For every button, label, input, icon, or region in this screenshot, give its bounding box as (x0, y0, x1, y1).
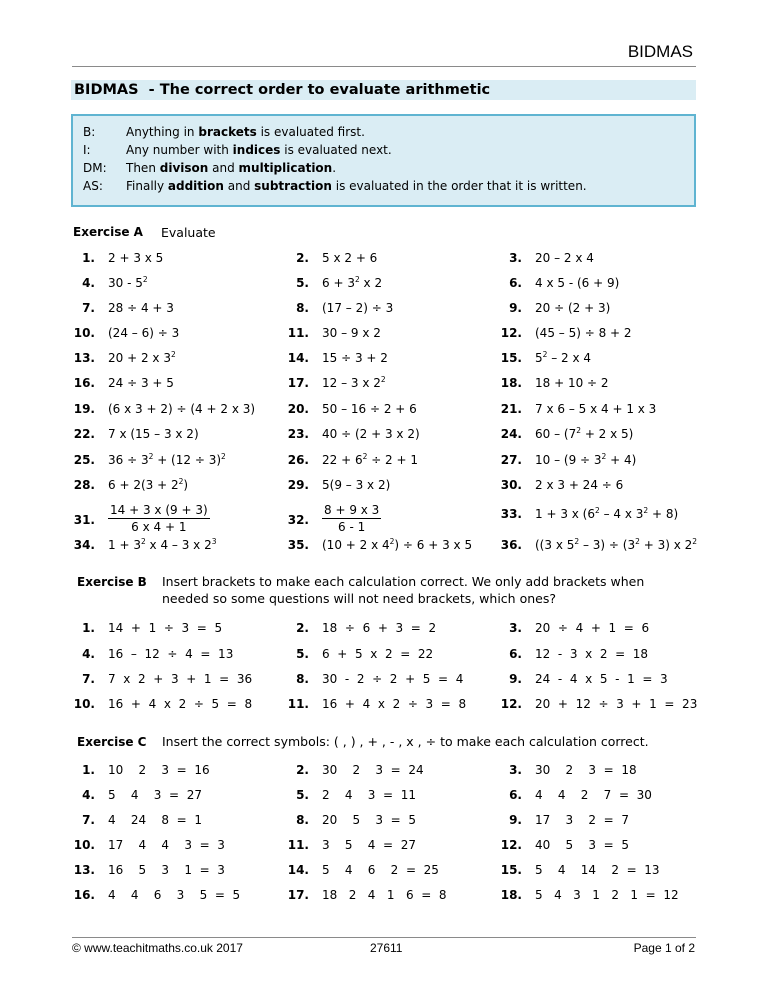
question-expression: 7 x 2 + 3 + 1 = 36 (108, 672, 253, 686)
question-expression: 17 3 2 = 7 (535, 813, 630, 827)
question-number: 36. (500, 538, 522, 552)
question-expression: 1 + 3 x ($6^2 - 4$ x $3^2 + 8$) (535, 506, 679, 521)
rules-box (71, 114, 696, 207)
question-expression: 4 4 6 3 5 = 5 (108, 888, 241, 902)
question-expression: 12 - 3 x 2 = 18 (535, 647, 649, 661)
exercise-c-label: Exercise C (77, 735, 147, 749)
question-number: 27. (500, 453, 522, 467)
question-number: 8. (296, 301, 309, 315)
question-expression: 16 + 4 x 2 ÷ 5 = 8 (108, 697, 253, 711)
exercise-b-instruction-line-2: needed so some questions will not need brackets, which ones? (162, 591, 556, 606)
question-number: 16. (73, 376, 95, 390)
question-number: 12. (500, 838, 522, 852)
question-expression: 17 4 4 3 = 3 (108, 838, 225, 852)
question-expression: $6 + 3^2$ x 2 (322, 275, 383, 290)
question-number: 26. (287, 453, 309, 467)
question-number: 29. (287, 478, 309, 492)
question-number: 9. (509, 813, 522, 827)
question-number: 14. (287, 863, 309, 877)
question-number: 33. (500, 507, 522, 521)
question-number: 5. (296, 647, 309, 661)
question-number: 10. (73, 326, 95, 340)
question-number: 5. (296, 276, 309, 290)
footer-page-number: Page 1 of 2 (633, 941, 695, 955)
question-number: 13. (73, 351, 95, 365)
question-expression: 10 2 3 = 16 (108, 763, 210, 777)
question-expression: $22 + 6^2 \div 2 + 1$ (322, 452, 419, 467)
question-number: 11. (287, 326, 309, 340)
question-number: 15. (500, 351, 522, 365)
question-expression: 24 ÷ 3 + 5 (108, 376, 174, 390)
question-number: 25. (73, 453, 95, 467)
footer-code: 27611 (370, 941, 403, 955)
exercise-b-instruction-line-1: Insert brackets to make each calculation correct. We only add brackets when (162, 574, 645, 589)
question-number: 9. (509, 672, 522, 686)
question-expression: 4 4 2 7 = 30 (535, 788, 652, 802)
question-expression: 16 5 3 1 = 3 (108, 863, 225, 877)
question-expression: (45 – 5) ÷ 8 + 2 (535, 326, 632, 340)
question-expression: ((3 x $5^2 - 3) \div (3^2 + 3)$ x $2^2$ (535, 537, 698, 552)
question-expression: 18 + 10 ÷ 2 (535, 376, 609, 390)
question-number: 18. (500, 376, 522, 390)
question-number: 21. (500, 402, 522, 416)
question-expression: 20 ÷ (2 + 3) (535, 301, 611, 315)
question-expression: 30 - 2 ÷ 2 + 5 = 4 (322, 672, 464, 686)
question-expression: 16 + 4 x 2 ÷ 3 = 8 (322, 697, 467, 711)
question-expression: 2 + 3 x 5 (108, 251, 164, 265)
question-number: 31. (73, 513, 95, 527)
question-expression: 4 x 5 - (6 + 9) (535, 276, 620, 290)
question-expression: 5(9 – 3 x 2) (322, 478, 391, 492)
question-expression: 5 4 6 2 = 25 (322, 863, 439, 877)
question-number: 6. (509, 276, 522, 290)
question-expression: 18 2 4 1 6 = 8 (322, 888, 447, 902)
question-expression: 20 5 3 = 5 (322, 813, 417, 827)
footer-divider (72, 937, 696, 938)
question-number: 8. (296, 672, 309, 686)
question-expression: 30 2 3 = 24 (322, 763, 424, 777)
page-title: BIDMAS - The correct order to evaluate arithmetic (71, 80, 696, 100)
question-number: 32. (287, 513, 309, 527)
question-expression: $1 + 3^2$ x 4 – 3 x $2^3$ (108, 537, 217, 552)
question-number: 17. (287, 888, 309, 902)
question-expression: (24 – 6) ÷ 3 (108, 326, 180, 340)
question-number: 9. (509, 301, 522, 315)
question-number: 18. (500, 888, 522, 902)
question-expression: 5 4 3 1 2 1 = 12 (535, 888, 679, 902)
rule-key: I: (83, 143, 91, 157)
question-expression: 4 24 8 = 1 (108, 813, 203, 827)
question-number: 2. (296, 621, 309, 635)
question-number: 4. (82, 647, 95, 661)
question-number: 11. (287, 838, 309, 852)
question-number: 8. (296, 813, 309, 827)
question-expression: $36 \div 3^2 + (12 \div 3)^2$ (108, 452, 226, 467)
question-number: 3. (509, 251, 522, 265)
question-number: 23. (287, 427, 309, 441)
question-number: 20. (287, 402, 309, 416)
question-number: 5. (296, 788, 309, 802)
question-number: 16. (73, 888, 95, 902)
question-expression: $6 + 2(3 + 2^2)$ (108, 477, 189, 492)
question-number: 1. (82, 621, 95, 635)
exercise-b-label: Exercise B (77, 575, 147, 589)
question-expression: $30 - 5^2$ (108, 275, 148, 290)
question-expression: 20 + 12 ÷ 3 + 1 = 23 (535, 697, 698, 711)
question-expression: 18 ÷ 6 + 3 = 2 (322, 621, 437, 635)
question-expression: 5 4 14 2 = 13 (535, 863, 660, 877)
rule-text: Then divison and multiplication. (126, 161, 337, 175)
question-expression: 30 2 3 = 18 (535, 763, 637, 777)
exercise-a-instruction: Evaluate (161, 225, 216, 240)
question-expression: 20 + 2 x $3^2$ (108, 350, 176, 365)
exercise-c-instruction: Insert the correct symbols: ( , ) , + , - , x , ÷ to make each calculation correct. (162, 734, 649, 749)
header-title: BIDMAS (627, 42, 693, 61)
numerator: 8 + 9 x 3 (324, 503, 380, 517)
question-number: 12. (500, 326, 522, 340)
question-number: 34. (73, 538, 95, 552)
question-expression: $10 - (9 \div 3^2 + 4)$ (535, 452, 637, 467)
question-expression: 2 4 3 = 11 (322, 788, 417, 802)
question-expression: (17 – 2) ÷ 3 (322, 301, 394, 315)
question-number: 13. (73, 863, 95, 877)
question-number: 10. (73, 838, 95, 852)
question-expression: (10 + 2 x $4^2) \div 6 + 3$ x 5 (322, 537, 473, 552)
denominator: 6 - 1 (338, 520, 366, 534)
question-expression: 16 – 12 ÷ 4 = 13 (108, 647, 234, 661)
question-expression: 7 x (15 – 3 x 2) (108, 427, 199, 441)
question-number: 3. (509, 763, 522, 777)
question-expression: 20 – 2 x 4 (535, 251, 594, 265)
question-expression: 40 ÷ (2 + 3 x 2) (322, 427, 420, 441)
question-number: 7. (82, 672, 95, 686)
question-number: 14. (287, 351, 309, 365)
question-number: 1. (82, 763, 95, 777)
question-number: 6. (509, 788, 522, 802)
fraction-expression (108, 502, 210, 535)
rule-text: Any number with indices is evaluated next. (126, 143, 392, 157)
rule-text: Anything in brackets is evaluated first. (126, 125, 365, 139)
question-number: 15. (500, 863, 522, 877)
fraction-expression (322, 502, 381, 535)
question-expression: 15 ÷ 3 + 2 (322, 351, 388, 365)
numerator: 14 + 3 x (9 + 3) (110, 503, 208, 517)
question-number: 24. (500, 427, 522, 441)
question-expression: 3 5 4 = 27 (322, 838, 417, 852)
question-number: 12. (500, 697, 522, 711)
question-number: 19. (73, 402, 95, 416)
question-number: 35. (287, 538, 309, 552)
question-expression: 5 4 3 = 27 (108, 788, 203, 802)
question-expression: 5 x 2 + 6 (322, 251, 378, 265)
question-expression: 40 5 3 = 5 (535, 838, 630, 852)
denominator: 6 x 4 + 1 (131, 520, 187, 534)
question-expression: 7 x 6 – 5 x 4 + 1 x 3 (535, 402, 657, 416)
question-number: 28. (73, 478, 95, 492)
question-expression: 24 - 4 x 5 - 1 = 3 (535, 672, 668, 686)
footer-copyright: © www.teachitmaths.co.uk 2017 (72, 941, 243, 955)
question-expression: 14 + 1 ÷ 3 = 5 (108, 621, 223, 635)
rule-key: DM: (83, 161, 107, 175)
question-number: 2. (296, 763, 309, 777)
question-number: 4. (82, 276, 95, 290)
question-expression: 2 x 3 + 24 ÷ 6 (535, 478, 624, 492)
question-number: 7. (82, 813, 95, 827)
question-number: 2. (296, 251, 309, 265)
question-expression: 50 – 16 ÷ 2 + 6 (322, 402, 417, 416)
question-number: 3. (509, 621, 522, 635)
question-number: 7. (82, 301, 95, 315)
question-number: 17. (287, 376, 309, 390)
question-number: 1. (82, 251, 95, 265)
question-number: 10. (73, 697, 95, 711)
rule-text: Finally addition and subtraction is evaluated in the order that it is written. (126, 179, 587, 193)
question-number: 6. (509, 647, 522, 661)
question-expression: 30 – 9 x 2 (322, 326, 381, 340)
question-expression: (6 x 3 + 2) ÷ (4 + 2 x 3) (108, 402, 256, 416)
rule-key: AS: (83, 179, 103, 193)
question-number: 30. (500, 478, 522, 492)
rule-key: B: (83, 125, 96, 139)
question-expression: $60 - (7^2 + 2$ x 5) (535, 426, 634, 441)
question-expression: 20 ÷ 4 + 1 = 6 (535, 621, 650, 635)
exercise-a-label: Exercise A (73, 225, 143, 239)
question-expression: 28 ÷ 4 + 3 (108, 301, 174, 315)
header-divider (72, 66, 696, 67)
question-expression: $5^2 - 2$ x 4 (535, 350, 592, 365)
question-number: 22. (73, 427, 95, 441)
question-expression: 6 + 5 x 2 = 22 (322, 647, 434, 661)
question-number: 4. (82, 788, 95, 802)
question-number: 11. (287, 697, 309, 711)
question-expression: 12 – 3 x $2^2$ (322, 375, 386, 390)
